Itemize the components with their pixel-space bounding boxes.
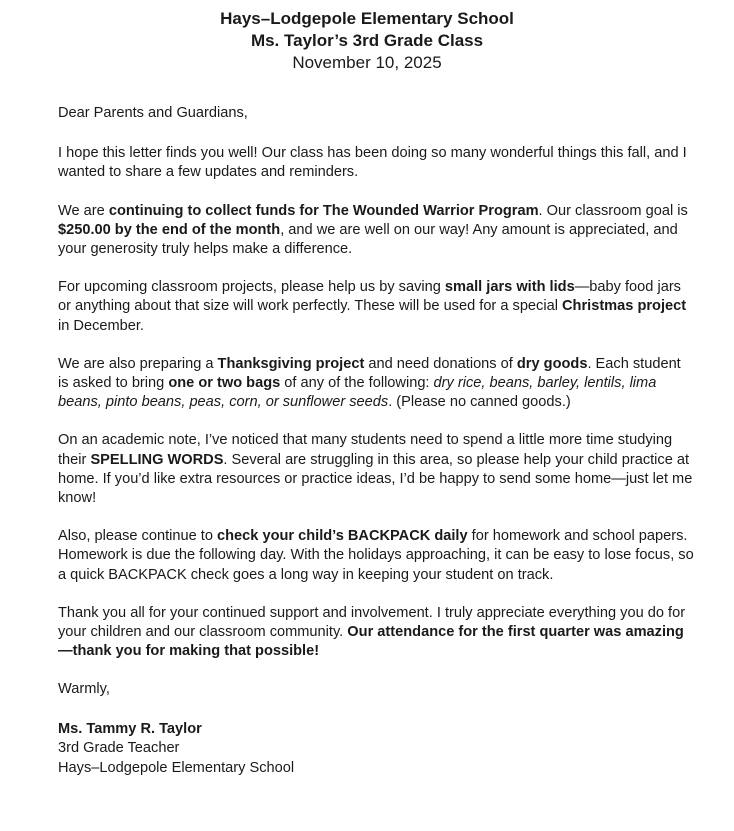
bold-span: Christmas project [562,298,687,315]
paragraph-spelling [58,431,694,508]
signature-block [58,720,694,779]
bold-span: small jars with lids [444,279,575,296]
bold-span: Our attendance for the first quarter was amazing—thank you for making that possible! [58,624,684,660]
bold-span: one or two bags [168,375,281,392]
signature-school: Hays–Lodgepole Elementary School [58,759,295,776]
italic-span: dry rice, beans, barley, lentils, lima beans, pinto beans, peas, corn, or sunflower seeds [58,375,657,411]
paragraph-jars [58,278,694,336]
text-span: We are also preparing a [58,355,218,372]
text-span: . (Please no canned goods.) [388,394,571,411]
salutation: Dear Parents and Guardians, [58,105,248,121]
letter-header [0,0,734,74]
text-span: We are [58,202,109,219]
text-span: for homework and school papers. Homework is due the following day. With the holidays approaching, it can be easy to lose focus, so a quick BACKPACK check goes a long way in keeping your student on track. [58,528,694,583]
text-span: For upcoming classroom projects, please help us by saving [58,279,445,296]
text-span: in December. [58,317,144,334]
school-name: Hays–Lodgepole Elementary School [220,9,514,28]
letter-body [58,104,694,778]
text-span: and need donations of [364,355,517,372]
text-span: On an academic note, I’ve noticed that many students need to spend a little more time studying their [58,432,673,468]
paragraph-fundraiser [58,202,694,260]
text-span: , and we are well on our way! Any amount is appreciated, and your generosity truly helps make a difference. [58,221,678,258]
paragraph-intro [58,144,694,182]
paragraph-thanks [58,604,694,662]
bold-span: SPELLING WORDS [90,451,224,468]
bold-span: continuing to collect funds for The Wounded Warrior Program [108,202,539,219]
text-span: . Each student is asked to bring [58,355,681,392]
closing: Warmly, [58,681,110,698]
text-span: . Several are struggling in this area, so please help your child practice at home. If you’d like extra resources or practice ideas, I’d be happy to send some home—just let me know! [58,451,693,507]
letter-date: November 10, 2025 [292,53,442,72]
bold-span: $250.00 by the end of the month [58,221,281,238]
paragraph-intro-text: I hope this letter finds you well! Our class has been doing so many wonderful things this fall, and I wanted to share a few updates and reminders. [58,145,687,181]
text-span: Also, please continue to [58,528,218,545]
text-span: . Our classroom goal is [538,202,688,219]
bold-span: dry goods [516,355,588,372]
bold-span: Thanksgiving project [217,355,365,372]
text-span: —baby food jars or anything about that size will work perfectly. These will be used for a special [58,279,681,315]
bold-span: check your child’s BACKPACK daily [217,528,468,545]
signature-title: 3rd Grade Teacher [58,740,180,757]
paragraph-thanksgiving [58,355,694,413]
text-span: of any of the following: [280,375,434,392]
paragraph-backpack [58,527,694,585]
text-span: Thank you all for your continued support and involvement. I truly appreciate everything you do for your children and our classroom community. [58,604,686,641]
signature-name: Ms. Tammy R. Taylor [58,720,202,737]
class-name: Ms. Taylor’s 3rd Grade Class [250,31,484,50]
